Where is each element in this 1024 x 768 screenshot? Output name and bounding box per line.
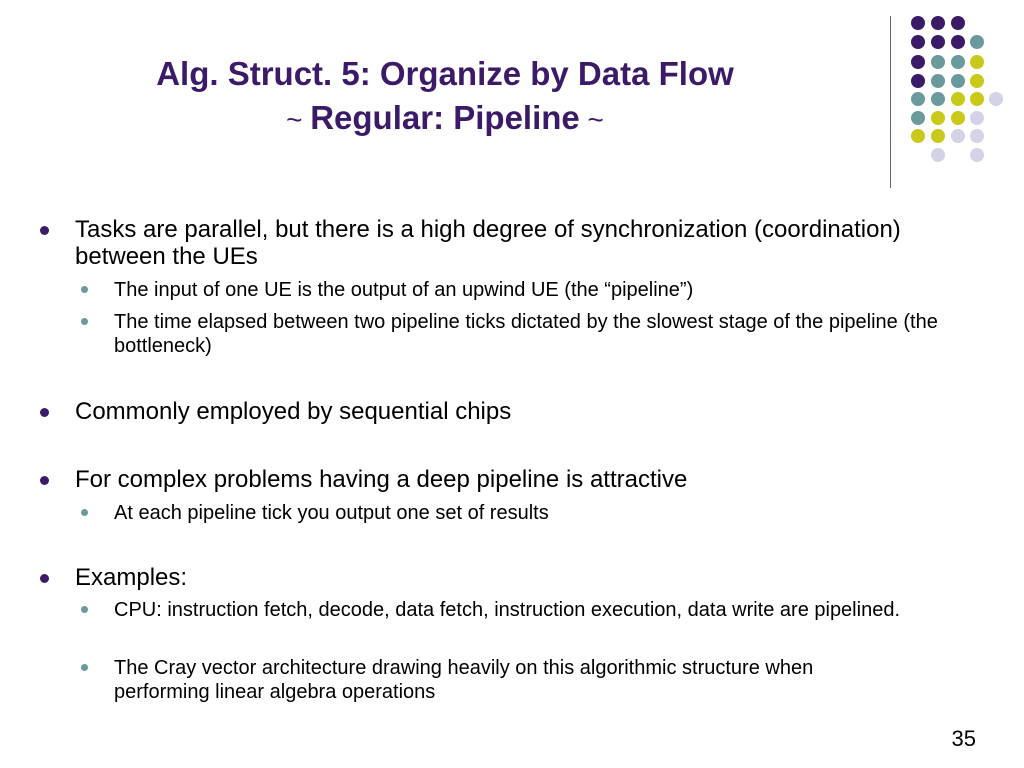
bullet-text: Tasks are parallel, but there is a high degree of synchronization (coordination) between the UEs	[75, 216, 901, 270]
title-line-2-text: Regular: Pipeline	[310, 99, 580, 136]
bullet-item	[75, 216, 975, 270]
bullet-text: For complex problems having a deep pipeline is attractive	[75, 466, 688, 493]
sub-bullet-item	[114, 501, 994, 525]
bullet-dot-icon	[40, 226, 49, 235]
bullet-item	[75, 564, 975, 591]
sub-bullet-item	[114, 598, 954, 622]
page-number: 35	[951, 726, 976, 751]
bullet-text: Commonly employed by sequential chips	[75, 398, 512, 425]
sub-bullet-text: CPU: instruction fetch, decode, data fetch, instruction execution, data write are pipelined.	[114, 599, 900, 621]
bullet-dot-icon	[40, 476, 49, 485]
sub-bullet-text: At each pipeline tick you output one set of results	[114, 502, 549, 524]
sub-bullet-text: The time elapsed between two pipeline ticks dictated by the slowest stage of the pipeline (the bottleneck)	[114, 311, 938, 357]
sub-bullet-text: The input of one UE is the output of an upwind UE (the “pipeline”)	[114, 279, 694, 301]
title-line-1: Alg. Struct. 5: Organize by Data Flow	[156, 55, 734, 92]
sub-bullet-text: The Cray vector architecture drawing heavily on this algorithmic structure when performing linear algebra operations	[114, 657, 814, 703]
sub-bullet-item	[114, 278, 994, 302]
sub-bullet-dot-icon	[81, 606, 88, 613]
bullet-text: Examples:	[75, 564, 188, 591]
sub-bullet-item	[114, 656, 904, 704]
sub-bullet-dot-icon	[81, 286, 88, 293]
sub-bullet-item	[114, 310, 984, 358]
title-tilde-right: ~	[579, 104, 604, 135]
bullet-item	[75, 398, 975, 425]
bullet-dot-icon	[40, 574, 49, 583]
sub-bullet-dot-icon	[81, 664, 88, 671]
bullet-item	[75, 466, 975, 493]
sub-bullet-dot-icon	[81, 509, 88, 516]
sub-bullet-dot-icon	[81, 318, 88, 325]
bullet-dot-icon	[40, 408, 49, 417]
title-tilde-left: ~	[286, 104, 311, 135]
